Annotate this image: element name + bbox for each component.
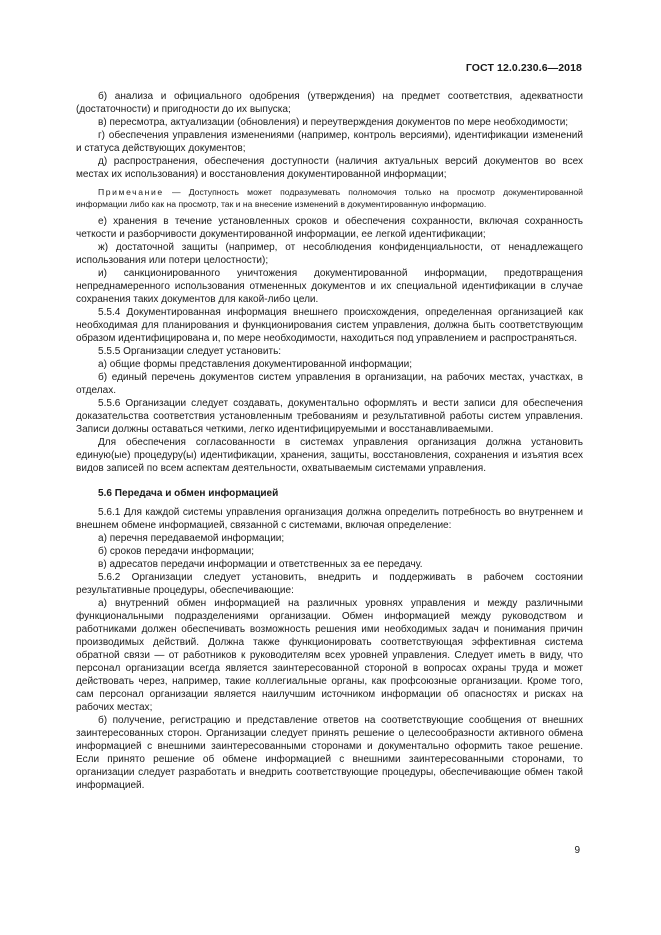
document-body — [76, 90, 583, 793]
note-text: — Доступность может подразумевать полномочия только на просмотр документированной информации либо как на просмотр, так и на внесение изменений в документированную информацию. — [76, 187, 583, 209]
clause-5-5-6: 5.5.6 Организации следует создавать, документально оформлять и вести записи для обеспечения доказательства соответствия установленным требованиям и результативной работы систем управления. Записи должны оставаться четкими, легко идентифицируемыми и восстанавливаемыми. — [76, 398, 583, 436]
clause-5-5-5-b: б) единый перечень документов систем управления в организации, на рабочих местах, участках, в отделах. — [76, 372, 583, 397]
clause-5-6-1-b: б) сроков передачи информации; — [98, 545, 255, 557]
list-item-b: б) анализа и официального одобрения (утверждения) на предмет соответствия, адекватности (достаточности) и пригодности до их выпуска; — [76, 91, 583, 116]
clause-5-6-2-a: а) внутренний обмен информацией на различных уровнях управления и между различными функциональными подразделениями организации. Обмен информацией между руководством и работниками должен обеспечивать возможность решения ими необходимых задач и понимания причин производимых действий. Должна также функционировать соответствующая эффективная система обратной связи — от работников к руководителям всех уровней управления. Следует иметь в виду, что персонал организации всегда является заинтересованной стороной в вопросах охраны труда и может действовать через, например, такие коллегиальные органы, как профсоюзные организации. Кроме того, сам персонал организации является наилучшим источником информации об опасностях и рисках на рабочих местах; — [76, 597, 583, 714]
page-number: 9 — [574, 845, 580, 856]
clause-5-6-1-a: а) перечня передаваемой информации; — [98, 532, 285, 544]
clause-5-6-1: 5.6.1 Для каждой системы управления организация должна определить потребность во внутреннем и внешнем обмене информацией, связанной с системами, включая определение: — [76, 506, 583, 531]
list-item-v: в) пересмотра, актуализации (обновления) и переутверждения документов по мере необходимости; — [98, 117, 569, 129]
list-item-zh: ж) достаточной защиты (например, от несоблюдения конфиденциальности, от ненадлежащего использования или потери целостности); — [76, 241, 583, 266]
clause-5-5-5-a: а) общие формы представления документированной информации; — [98, 359, 413, 371]
note-label: Примечание — [98, 187, 164, 198]
clause-5-6-2: 5.6.2 Организации следует установить, внедрить и поддерживать в рабочем состоянии результативные процедуры, обеспечивающие: — [76, 571, 583, 596]
section-heading-5-6: 5.6 Передача и обмен информацией — [98, 488, 279, 500]
list-item-g: г) обеспечения управления изменениями (например, контроль версиями), идентификации изменений и статуса действующих документов; — [76, 130, 583, 155]
note — [76, 187, 583, 210]
list-item-i: и) санкционированного уничтожения документированной информации, предотвращения непреднамеренного использования отмененных документов и их специальной идентификации в случае сохранения таких документов для какой-либо цели. — [76, 267, 583, 305]
clause-5-5-6-continued: Для обеспечения согласованности в системах управления организация должна установить единую(ые) процедуру(ы) идентификации, хранения, защиты, восстановления, сохранения и изъятия всех видов записей по всем аспектам деятельности, охватываемым системами управления. — [76, 437, 583, 475]
clause-5-5-4: 5.5.4 Документированная информация внешнего происхождения, определенная организацией как необходимая для планирования и функционирования систем управления, должна быть соответствующим образом идентифицирована и, по мере необходимости, находиться под управлением и распространяться. — [76, 306, 583, 344]
list-item-d: д) распространения, обеспечения доступности (наличия актуальных версий документов во всех местах их использования) и восстановления документированной информации; — [76, 156, 583, 181]
clause-5-5-5: 5.5.5 Организации следует установить: — [98, 345, 282, 357]
clause-5-6-1-v: в) адресатов передачи информации и ответственных за ее передачу. — [98, 558, 423, 570]
document-header: ГОСТ 12.0.230.6—2018 — [465, 62, 582, 74]
clause-5-6-2-b: б) получение, регистрацию и представление ответов на соответствующие сообщения от внешних заинтересованных сторон. Организации следует принять решение о целесообразности активного обмена информацией с внешними заинтересованными сторонами и документально оформить такое решение. Если принято решение об обмене информацией с внешними заинтересованными сторонами, то организации следует разработать и внедрить соответствующие процедуры, обеспечивающие обмен такой информацией. — [76, 715, 583, 792]
list-item-e: е) хранения в течение установленных сроков и обеспечения сохранности, включая сохранность четкости и разборчивости документированной информации, ее легкой идентификации; — [76, 215, 583, 240]
